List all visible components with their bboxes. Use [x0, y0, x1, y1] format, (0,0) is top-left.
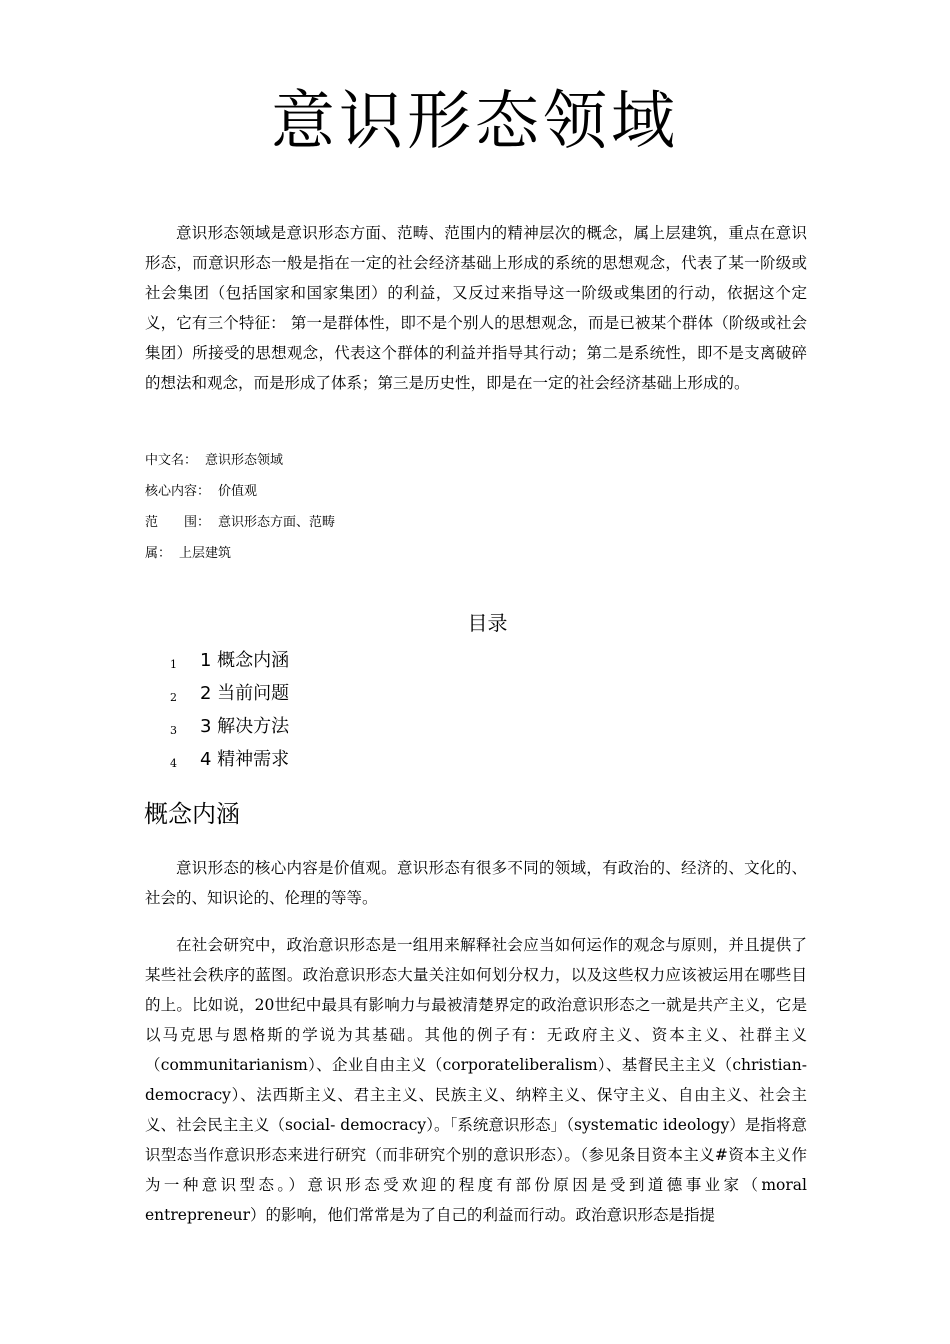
info-value: 意识形态方面、范畴 — [218, 515, 336, 530]
info-box — [145, 445, 645, 569]
toc-item-current-issues[interactable] — [170, 679, 470, 712]
toc-item-label[interactable]: 3 解决方法 — [200, 716, 290, 737]
info-label: 核心内容： — [145, 484, 211, 499]
toc-item-label[interactable]: 2 当前问题 — [200, 683, 290, 704]
toc-item-label[interactable]: 4 精神需求 — [200, 749, 290, 770]
info-row-chinese-name — [145, 445, 645, 476]
intro-paragraph: 意识形态领域是意识形态方面、范畴、范围内的精神层次的概念，属上层建筑，重点在意识形态，而意识形态一般是指在一定的社会经济基础上形成的系统的思想观念，代表了某一阶级或社会集团（包括国家和国家集团）的利益，又反过来指导这一阶级或集团的行动，依据这个定义，它有三个特征： 第一是群体性，即不是个别人的思想观念，而是已被某个群体（阶级或社会集团）所接受的思想观念，代表这个群体的利益并指导其行动；第二是系统性，即不是支离破碎的想法和观念，而是形成了体系；第三是历史性，即是在一定的社会经济基础上形成的。 — [145, 224, 807, 392]
toc-item-number: 2 — [170, 691, 177, 704]
section-paragraph: 在社会研究中，政治意识形态是一组用来解释社会应当如何运作的观念与原则，并且提供了某些社会秩序的蓝图。政治意识形态大量关注如何划分权力，以及这些权力应该被运用在哪些目的上。比如说，20世纪中最具有影响力与最被清楚界定的政治意识形态之一就是共产主义，它是以马克思与恩格斯的学说为其基础。其他的例子有：无政府主义、资本主义、社群主义（communitarianism）、企业自由主义（corporateliberalism）、基督民主主义（christian-democracy）、法西斯主义、君主主义、民族主义、纳粹主义、保守主义、自由主义、社会主义、社会民主主义（social- democracy）。「系统意识形态」（systematic ideology）是指将意识型态当作意识形态来进行研究（而非研究个别的意识形态）。（参见条目资本主义#资本主义作为一种意识型态。）意识形态受欢迎的程度有部份原因是受到道德事业家（moral entrepreneur）的影响，他们常常是为了自己的利益而行动。政治意识形态是指提 — [145, 936, 807, 1224]
info-value: 意识形态领域 — [205, 453, 284, 468]
info-label: 中文名： — [145, 453, 198, 468]
info-value: 上层建筑 — [179, 546, 232, 561]
toc-item-solutions[interactable] — [170, 712, 470, 745]
section-heading-concept: 概念内涵 — [144, 800, 240, 828]
info-value: 价值观 — [218, 484, 258, 499]
toc-title: 目录 — [467, 611, 508, 635]
info-label: 范 围： — [145, 515, 211, 530]
toc-item-number: 3 — [170, 724, 177, 737]
toc-item-number: 1 — [170, 658, 177, 671]
table-of-contents — [170, 646, 470, 778]
info-row-scope — [145, 507, 645, 538]
section-paragraph: 意识形态的核心内容是价值观。意识形态有很多不同的领域，有政治的、经济的、文化的、社会的、知识论的、伦理的等等。 — [145, 859, 807, 907]
info-label: 属： — [145, 546, 172, 561]
info-row-belongs-to — [145, 538, 645, 569]
toc-item-label[interactable]: 1 概念内涵 — [200, 650, 290, 671]
info-row-core-content — [145, 476, 645, 507]
toc-item-spiritual-needs[interactable] — [170, 745, 470, 778]
toc-item-number: 4 — [170, 757, 177, 770]
document-title: 意识形态领域 — [271, 85, 679, 159]
toc-item-concept[interactable] — [170, 646, 470, 679]
